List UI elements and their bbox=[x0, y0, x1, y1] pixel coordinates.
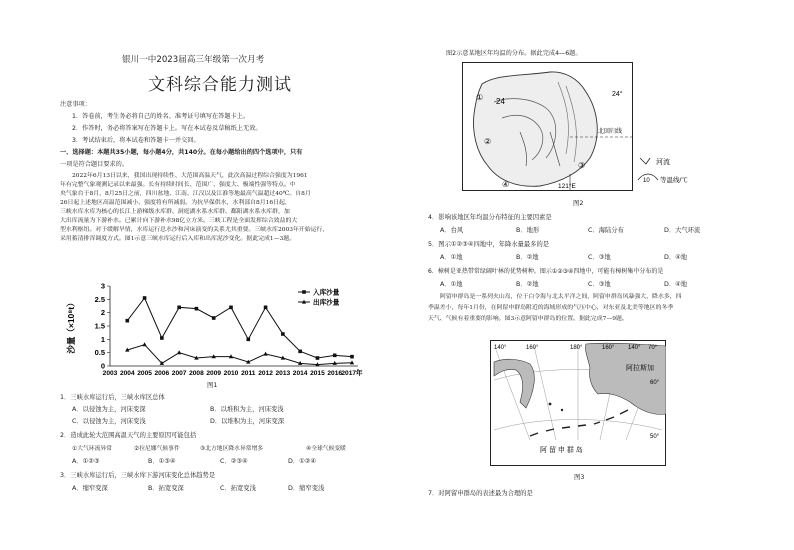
data-point bbox=[177, 306, 181, 310]
legend-label: 入库沙量 bbox=[313, 289, 340, 297]
isotherm-label: 24° bbox=[612, 91, 623, 98]
question-2-option-c[interactable]: C．②③④ bbox=[220, 458, 248, 465]
aleutian-map bbox=[490, 340, 666, 466]
data-point bbox=[263, 352, 267, 356]
notice-heading: 注意事项： bbox=[60, 101, 91, 108]
data-point bbox=[177, 350, 181, 354]
passage-line: 型水利枢纽。对于缓解旱情，水库运行总水沙和河床演变的关系尤其重要。三峡水库2003年开始运行， bbox=[60, 227, 329, 233]
question-5-option-a[interactable]: A．①地 bbox=[440, 254, 463, 261]
temperature-map bbox=[462, 62, 694, 192]
question-3-stem: 3．三峡水库运行后，三峡水库下游河床变化总体趋势是 bbox=[60, 472, 216, 479]
y-tick-label: 2 bbox=[100, 308, 105, 318]
longitude-label: 140° bbox=[628, 345, 641, 351]
place-marker-1: ① bbox=[476, 93, 484, 102]
longitude-label: 140° bbox=[494, 345, 507, 351]
x-tick-label: 2009 bbox=[206, 370, 222, 377]
figure-caption: 图2 bbox=[573, 199, 584, 207]
x-tick-label: 2010 bbox=[223, 370, 239, 377]
legend-label: 出库沙量 bbox=[313, 299, 340, 307]
question-6-option-c[interactable]: C．③地 bbox=[588, 281, 611, 288]
x-tick-label: 2006 bbox=[154, 370, 170, 377]
longitude-label: 121°E bbox=[558, 183, 576, 190]
data-point bbox=[333, 354, 337, 358]
x-tick-label: 2014 bbox=[292, 370, 308, 377]
data-point bbox=[246, 338, 250, 342]
longitude-label: 180° bbox=[570, 345, 583, 351]
section-intro-cont: 一项是符合题目要求的。 bbox=[60, 161, 129, 168]
data-point bbox=[281, 332, 285, 336]
figure-2-intro: 图2示意某地区年均温的分布。据此完成4—6题。 bbox=[446, 50, 582, 57]
data-point bbox=[316, 356, 320, 360]
question-4-option-c[interactable]: C．海陆分布 bbox=[588, 227, 624, 234]
island-dot bbox=[561, 409, 563, 411]
passage-line: 采用蓄清排浑调度方式。图1示意三峡水库运行后入库和出库泥沙变化。据此完成1—3题。 bbox=[60, 236, 296, 242]
question-2-statement: ①大气环流异常 bbox=[72, 446, 112, 452]
question-4-option-d[interactable]: D．大气环流 bbox=[664, 227, 701, 234]
question-6-option-b[interactable]: B．②地 bbox=[516, 281, 539, 288]
river-legend-icon bbox=[640, 158, 650, 164]
question-7-stem: 7．对阿留申群岛的表述最为合理的是 bbox=[428, 490, 533, 497]
legend-isotherm-label: 等温线/℃ bbox=[660, 177, 688, 184]
passage-line: 26日起上述地区高温范围减小、强度将有所减弱。为抗旱保供水，水利部自8月16日起， bbox=[60, 200, 291, 206]
x-tick-label: 2008 bbox=[189, 370, 204, 377]
longitude-label: 70° bbox=[648, 345, 658, 351]
figure-caption: 图1 bbox=[207, 381, 218, 389]
question-4-option-b[interactable]: B．地形 bbox=[516, 227, 540, 234]
exam-header: 银川一中2023届高三年级第一次月考 bbox=[122, 55, 265, 65]
x-tick-label: 2005 bbox=[137, 370, 152, 377]
legend-river-label: 河流 bbox=[656, 159, 670, 166]
x-tick-label: 2016 bbox=[327, 370, 343, 377]
y-tick-label: 0 bbox=[100, 361, 105, 371]
question-3-option-a[interactable]: A．缩窄变深 bbox=[72, 485, 108, 492]
x-tick-label: 2012 bbox=[258, 370, 273, 377]
series-line-1 bbox=[127, 298, 352, 358]
question-2-option-a[interactable]: A．①②③ bbox=[72, 458, 100, 465]
legend-marker bbox=[302, 290, 306, 294]
tropic-label: 北回归线 bbox=[598, 129, 623, 135]
data-point bbox=[160, 336, 164, 340]
data-point bbox=[229, 306, 233, 310]
question-5-option-d[interactable]: D．④地 bbox=[664, 254, 688, 261]
question-1-option-a[interactable]: A．以侵蚀为主，河床变深 bbox=[72, 406, 146, 413]
data-point bbox=[195, 307, 199, 311]
question-6-option-a[interactable]: A．①地 bbox=[440, 281, 463, 288]
question-2-statement: ③北方地区降水异常增多 bbox=[200, 446, 264, 452]
passage-line: 大出库流量为下游补水。已累计向下游补水98亿立方米。三峡工程是全面发挥综合效益的大 bbox=[60, 218, 298, 224]
question-1-stem: 1．三峡水库运行后，三峡水库区总体 bbox=[60, 394, 165, 401]
x-tick-label: 2003 bbox=[102, 370, 118, 377]
y-tick-label: 2.5 bbox=[94, 294, 105, 304]
figure-caption: 图3 bbox=[574, 473, 585, 481]
place-label-alaska: 阿拉斯加 bbox=[626, 365, 654, 372]
question-6-option-d[interactable]: D．④地 bbox=[664, 281, 688, 288]
question-5-option-b[interactable]: B．②地 bbox=[516, 254, 539, 261]
question-2-option-b[interactable]: B．①③④ bbox=[148, 458, 176, 465]
question-6-stem: 6．樟树是亚热带常绿阔叶林的优势树种。图示①②③④四地中，可能有樟树集中分布的是 bbox=[428, 268, 664, 275]
isotherm-label: 24 bbox=[496, 97, 505, 106]
data-point bbox=[350, 355, 354, 359]
y-tick-label: 1.5 bbox=[94, 321, 105, 331]
notice-item: 2．作答时，务必将答案写在答题卡上。写在本试卷及草稿纸上无效。 bbox=[72, 125, 262, 132]
question-2-statement: ④全球气候变暖 bbox=[306, 446, 346, 452]
question-2-option-d[interactable]: D．①②④ bbox=[288, 458, 317, 465]
series-line-2 bbox=[127, 345, 352, 365]
passage-line: 天气、气候有着重要的影响。图3示意阿留申群岛的位置。据此完成7—9题。 bbox=[428, 316, 628, 322]
question-2-statement: ②拉尼娜气候事件 bbox=[134, 446, 180, 452]
x-tick-label: 2011 bbox=[241, 370, 256, 377]
legend-isotherm-value: 10 bbox=[643, 178, 650, 184]
place-marker-4: ④ bbox=[502, 180, 510, 189]
data-point bbox=[264, 306, 268, 310]
data-point bbox=[298, 350, 302, 354]
notice-item: 1．答卷前，考生务必将自己的姓名、准考证号填写在答题卡上。 bbox=[72, 113, 250, 120]
y-tick-label: 0.5 bbox=[94, 348, 105, 358]
x-tick-label: 2007 bbox=[171, 370, 187, 377]
island-dot bbox=[549, 403, 552, 406]
longitude-label: 160° bbox=[526, 345, 539, 351]
passage-line: 季温差小，每年1月份，在阿留申群岛附近的海域形成的气压中心，对东亚及北美等地区的冬季 bbox=[428, 305, 674, 311]
data-point bbox=[142, 342, 146, 346]
sediment-chart bbox=[60, 280, 372, 388]
passage-line: 阿留申群岛是一系列火山岛，位于白令海与北太平洋之间，阿留申群岛风暴强大、降水多，四 bbox=[440, 294, 682, 300]
question-3-option-b[interactable]: B．拓宽变深 bbox=[148, 485, 184, 492]
x-tick-label: 2004 bbox=[119, 370, 135, 377]
longitude-label: 160° bbox=[602, 345, 615, 351]
place-label-aleutian: 阿 留 申 群 岛 bbox=[540, 447, 583, 454]
passage-line: 三峡水库水库为核心的长江上游梯级水库群、洞庭湖水系水库群、鄱阳湖水系水库群，加 bbox=[60, 209, 290, 215]
section-intro: 一、选择题：本题共35小题，每小题4分，共140分。在每小题给出的四个选项中，只有 bbox=[60, 149, 303, 156]
question-5-stem: 5．图示①②③④四地中，年降水量最多的是 bbox=[428, 241, 550, 248]
question-1-option-d[interactable]: D．以堆积为主，河床变深 bbox=[210, 418, 285, 425]
x-tick-label: 2015 bbox=[310, 370, 325, 377]
latitude-label: 50° bbox=[650, 434, 660, 440]
question-4-option-a[interactable]: A．台风 bbox=[440, 227, 464, 234]
y-tick-label: 3 bbox=[100, 281, 105, 291]
y-axis-label: 沙量（×10⁸t） bbox=[66, 298, 76, 354]
question-4-stem: 4．影响该地区年均温分布特征的主要因素是 bbox=[428, 214, 552, 221]
question-3-option-d[interactable]: D．缩窄变浅 bbox=[288, 485, 325, 492]
x-tick-label: 2017年 bbox=[341, 370, 363, 377]
latitude-label: 60° bbox=[650, 380, 660, 386]
passage-line: 2022年6月13日以来，我国出现持续性、大范围高温天气，此次高温过程综合强度为1961 bbox=[72, 173, 308, 179]
passage-line: 央气象台于8月，8月25日之前，四川盆地、江南、江汉以及江淮等地最高气温超过40℃。自8月 bbox=[60, 191, 311, 197]
passage-line: 年有完整气象观测记录以来最强。长有持续时间长、范围广、强度大、极端性强等特点。中 bbox=[60, 182, 296, 188]
x-tick-label: 2013 bbox=[275, 370, 291, 377]
question-2-stem: 2．造成此轮大范围高温天气的主要原因可能包括 bbox=[60, 432, 197, 439]
data-point bbox=[125, 319, 129, 323]
y-tick-label: 1 bbox=[100, 334, 105, 344]
data-point bbox=[212, 316, 216, 320]
place-marker-3: ③ bbox=[578, 161, 586, 170]
place-marker-2: ② bbox=[484, 137, 492, 146]
data-point bbox=[143, 296, 147, 300]
notice-item: 3．考试结束后，将本试卷和答题卡一并交回。 bbox=[72, 137, 200, 144]
question-3-option-c[interactable]: C．拓宽变浅 bbox=[220, 485, 256, 492]
page-title: 文科综合能力测试 bbox=[148, 75, 292, 95]
question-5-option-c[interactable]: C．③地 bbox=[588, 254, 611, 261]
question-1-option-c[interactable]: C．以侵蚀为主，河床变浅 bbox=[72, 418, 146, 425]
question-1-option-b[interactable]: B．以堆积为主，河床变浅 bbox=[210, 406, 284, 413]
